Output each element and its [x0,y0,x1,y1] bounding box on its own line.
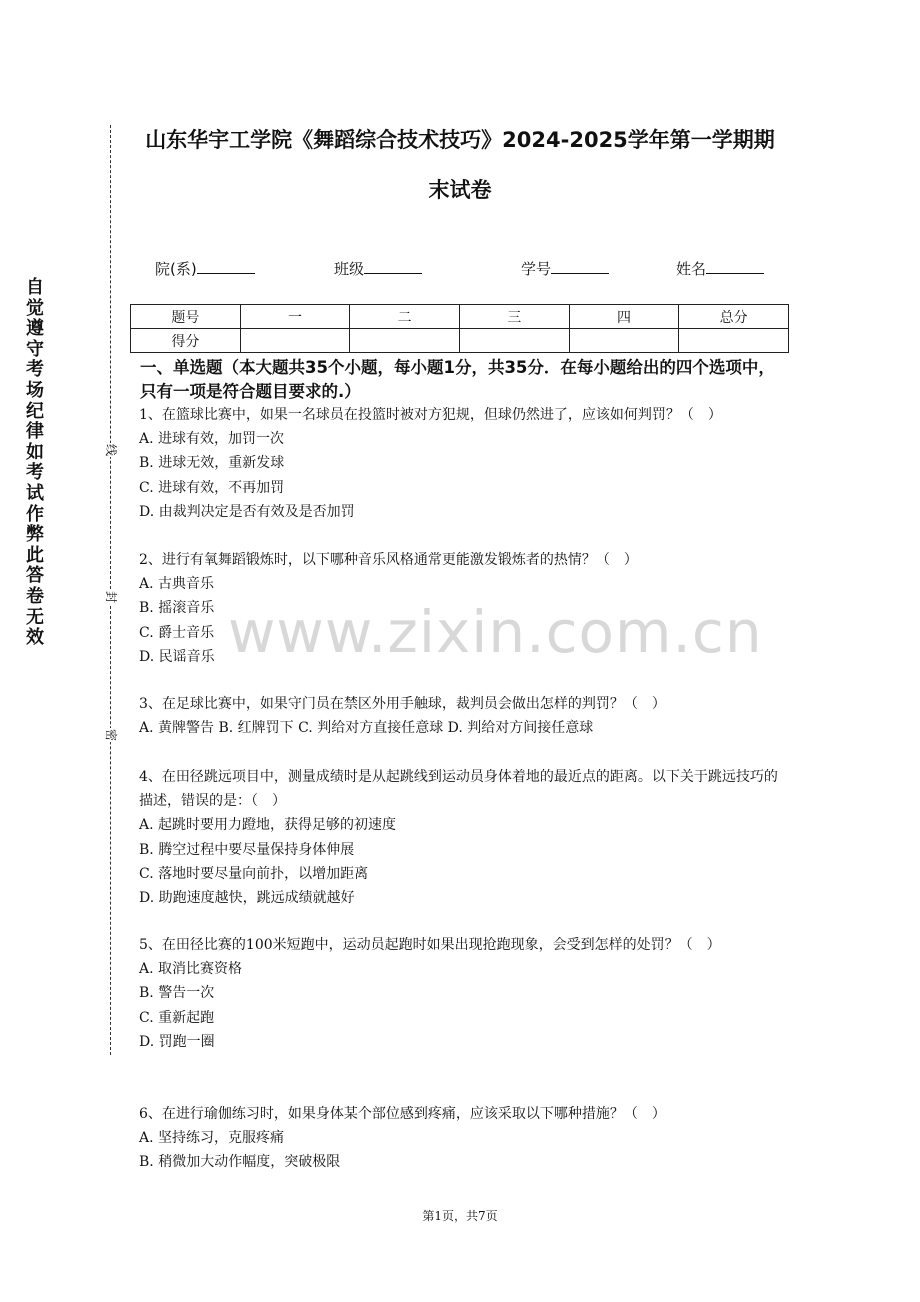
score-cell: 得分 [131,329,241,353]
option-a[interactable]: A. 进球有效，加罚一次 [139,431,285,448]
exam-discipline-notice [18,278,52,649]
question-5 [139,933,789,1054]
class-blank[interactable] [364,259,422,274]
option-c[interactable]: C. 进球有效，不再加罚 [139,479,285,496]
score-input-cell[interactable] [240,329,350,353]
option-b[interactable]: B. 摇滚音乐 [139,600,215,617]
class-field[interactable] [334,258,422,279]
watermark: www.zixin.com.cn [228,598,763,666]
score-cell: 二 [350,305,460,329]
dept-label: 院(系) [155,260,197,278]
option-c[interactable]: C. 爵士音乐 [139,624,215,641]
name-field[interactable] [676,258,764,279]
dept-blank[interactable] [197,259,255,274]
option-a[interactable]: A. 坚持练习，克服疼痛 [139,1130,285,1147]
dept-field[interactable] [155,258,255,279]
score-cell: 一 [240,305,350,329]
question-1 [139,403,789,524]
exam-title-line2: 末试卷 [428,178,492,202]
option-d[interactable]: D. 助跑速度越快，跳远成绩就越好 [139,890,355,907]
option-b[interactable]: B. 警告一次 [139,985,215,1002]
question-2 [139,548,789,669]
option-c[interactable]: C. 落地时要尽量向前扑，以增加距离 [139,865,369,882]
score-cell: 四 [569,305,679,329]
option-b[interactable]: B. 稍微加大动作幅度，突破极限 [139,1154,341,1171]
name-label: 姓名 [676,260,707,278]
question-stem: 4、在田径跳远项目中，测量成绩时是从起跳线到运动员身体着地的最近点的距离。以下关于跳远技巧的描述，错误的是：（ ） [139,769,778,810]
score-input-cell[interactable] [350,329,460,353]
binding-mark-feng: 封 [104,590,118,603]
option-d[interactable]: D. 由裁判决定是否有效及是否加罚 [139,503,355,520]
binding-mark-mi: 密 [104,728,118,741]
question-stem: 6、在进行瑜伽练习时，如果身体某个部位感到疼痛，应该采取以下哪种措施？（ ） [139,1106,666,1122]
score-input-cell[interactable] [459,329,569,353]
student-id-label: 学号 [521,260,552,278]
option-b[interactable]: B. 腾空过程中要尽量保持身体伸展 [139,841,355,858]
score-cell: 题号 [131,305,241,329]
option-d[interactable]: D. 罚跑一圈 [139,1033,215,1050]
question-stem: 1、在篮球比赛中，如果一名球员在投篮时被对方犯规，但球仍然进了，应该如何判罚？（ ） [139,407,722,423]
exam-discipline-notice-text: 自觉遵守考场纪律如考试作弊此答卷无效 [26,277,44,649]
option-c[interactable]: C. 重新起跑 [139,1009,215,1026]
score-input-cell[interactable] [569,329,679,353]
question-4 [139,765,789,910]
option-a[interactable]: A. 起跳时要用力蹬地，获得足够的初速度 [139,817,397,834]
exam-title-line1: 山东华宇工学院《舞蹈综合技术技巧》2024-2025学年第一学期期 [145,128,775,152]
score-cell: 三 [459,305,569,329]
score-table [130,304,789,353]
option-b[interactable]: B. 进球无效，重新发球 [139,455,285,472]
score-cell: 总分 [679,305,789,329]
class-label: 班级 [334,260,365,278]
section-heading: 一、单选题（本大题共35个小题，每小题1分，共35分．在每小题给出的四个选项中，只有一项是符合题目要求的.） [140,358,775,401]
option-a[interactable]: A. 古典音乐 [139,576,215,593]
binding-mark-xian: 线 [104,443,118,456]
name-blank[interactable] [706,259,764,274]
question-stem: 2、进行有氧舞蹈锻炼时，以下哪种音乐风格通常更能激发锻炼者的热情？（ ） [139,552,638,568]
student-id-blank[interactable] [551,259,609,274]
options-inline[interactable]: A. 黄牌警告 B. 红牌罚下 C. 判给对方直接任意球 D. 判给对方间接任意球 [139,720,594,737]
question-stem: 3、在足球比赛中，如果守门员在禁区外用手触球，裁判员会做出怎样的判罚？（ ） [139,696,666,712]
student-id-field[interactable] [521,258,609,279]
option-a[interactable]: A. 取消比赛资格 [139,961,243,978]
score-table-score-row [131,329,789,353]
score-input-cell[interactable] [679,329,789,353]
question-stem: 5、在田径比赛的100米短跑中，运动员起跑时如果出现抢跑现象，会受到怎样的处罚？（ ） [139,937,721,953]
score-table-header-row [131,305,789,329]
option-d[interactable]: D. 民谣音乐 [139,648,215,665]
page-number: 第1页，共7页 [422,1209,498,1223]
question-3 [139,692,789,740]
question-6 [139,1102,789,1175]
